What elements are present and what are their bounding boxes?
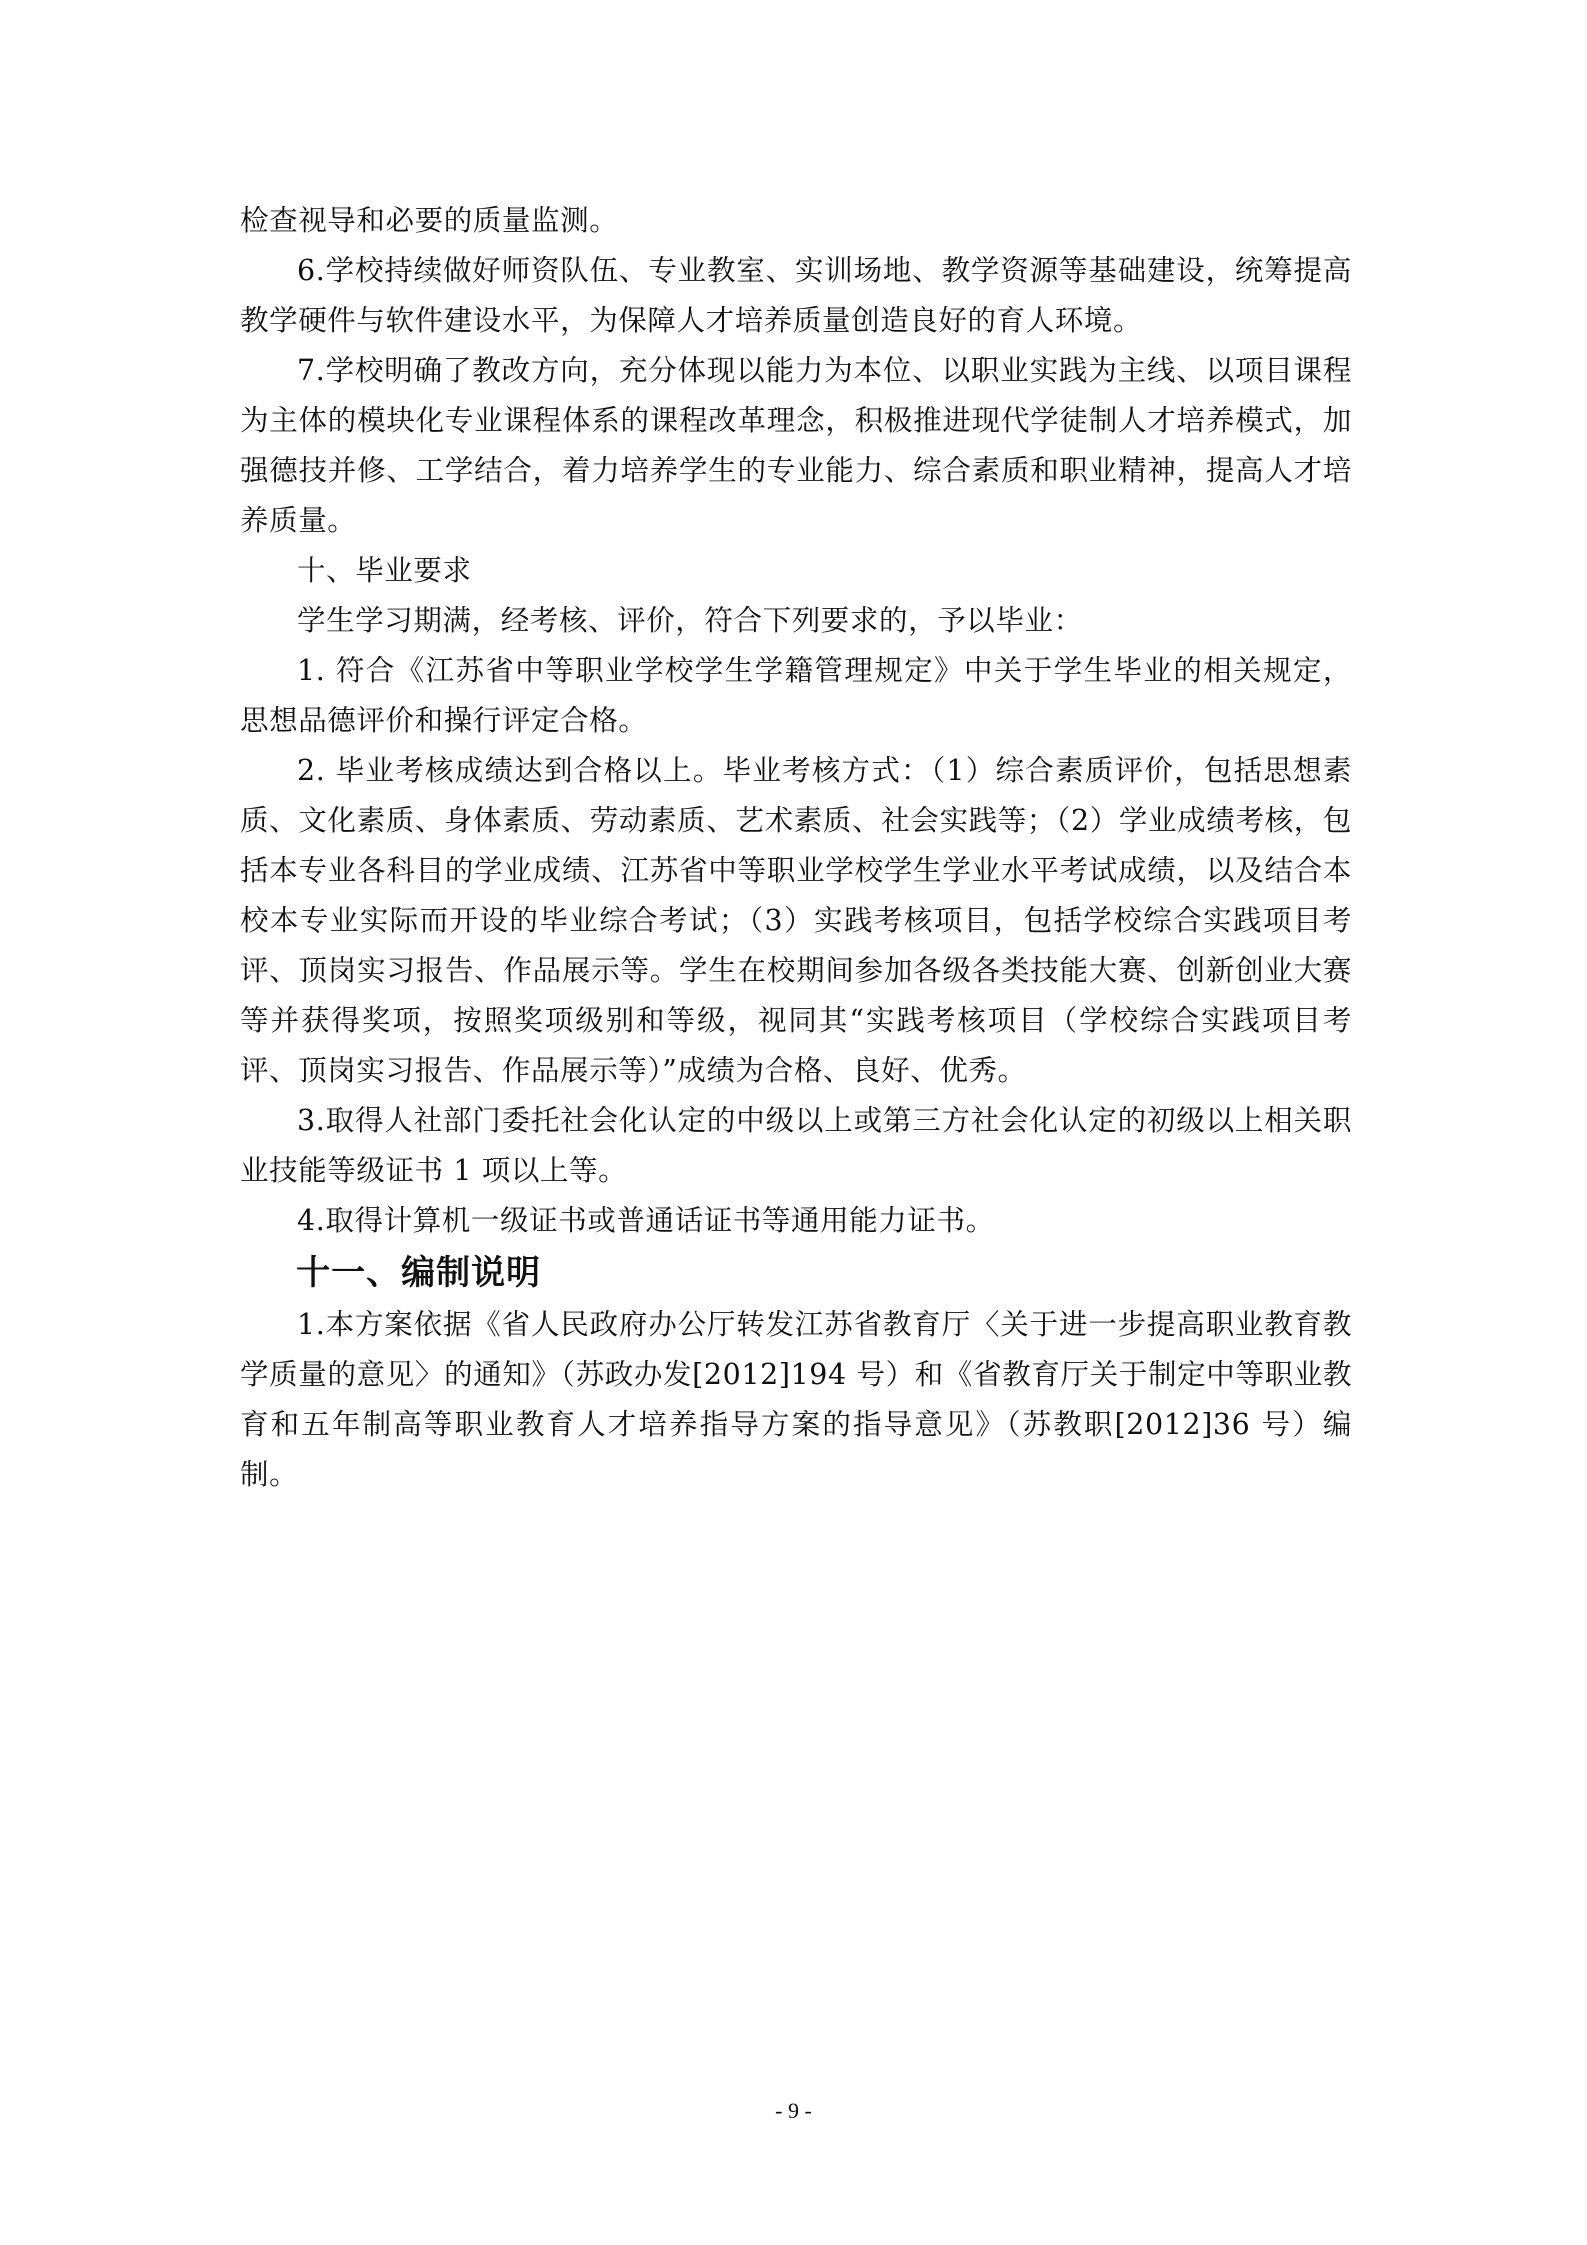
paragraph-requirement-1: 1. 符合《江苏省中等职业学校学生学籍管理规定》中关于学生毕业的相关规定，思想品德评价和操行评定合格。	[240, 654, 1352, 737]
paragraph-requirement-3: 3.取得人社部门委托社会化认定的中级以上或第三方社会化认定的初级以上相关职业技能等级证书 1 项以上等。	[240, 1104, 1352, 1187]
section-heading-graduation-requirements: 十、毕业要求	[297, 554, 472, 587]
section-heading-compilation-notes: 十一、编制说明	[296, 1253, 542, 1293]
page-number: - 9 -	[775, 2098, 812, 2123]
paragraph-requirement-4: 4.取得计算机一级证书或普通话证书等通用能力证书。	[297, 1204, 995, 1237]
document-body	[240, 196, 1352, 1500]
paragraph-graduation-intro: 学生学习期满，经考核、评价，符合下列要求的，予以毕业：	[297, 604, 1083, 637]
paragraph-quality-monitoring: 检查视导和必要的质量监测。	[240, 204, 619, 237]
paragraph-compilation-basis: 1.本方案依据《省人民政府办公厅转发江苏省教育厅〈关于进一步提高职业教育教学质量的意见〉的通知》（苏政办发[2012]194 号）和《省教育厅关于制定中等职业教育和五年制高等职业教育人才培养指导方案的指导意见》（苏教职[2012]36 号）编制。	[240, 1308, 1352, 1491]
paragraph-requirement-2: 2. 毕业考核成绩达到合格以上。毕业考核方式：（1）综合素质评价，包括思想素质、文化素质、身体素质、劳动素质、艺术素质、社会实践等；（2）学业成绩考核，包括本专业各科目的学业成绩、江苏省中等职业学校学生学业水平考试成绩，以及结合本校本专业实际而开设的毕业综合考试；（3）实践考核项目，包括学校综合实践项目考评、顶岗实习报告、作品展示等。学生在校期间参加各级各类技能大赛、创新创业大赛等并获得奖项，按照奖项级别和等级，视同其“实践考核项目（学校综合实践项目考评、顶岗实习报告、作品展示等）”成绩为合格、良好、优秀。	[240, 754, 1352, 1087]
paragraph-item-7: 7.学校明确了教改方向，充分体现以能力为本位、以职业实践为主线、以项目课程为主体的模块化专业课程体系的课程改革理念，积极推进现代学徒制人才培养模式，加强德技并修、工学结合，着力培养学生的专业能力、综合素质和职业精神，提高人才培养质量。	[240, 354, 1352, 537]
paragraph-item-6: 6.学校持续做好师资队伍、专业教室、实训场地、教学资源等基础建设，统筹提高教学硬件与软件建设水平，为保障人才培养质量创造良好的育人环境。	[240, 254, 1352, 337]
